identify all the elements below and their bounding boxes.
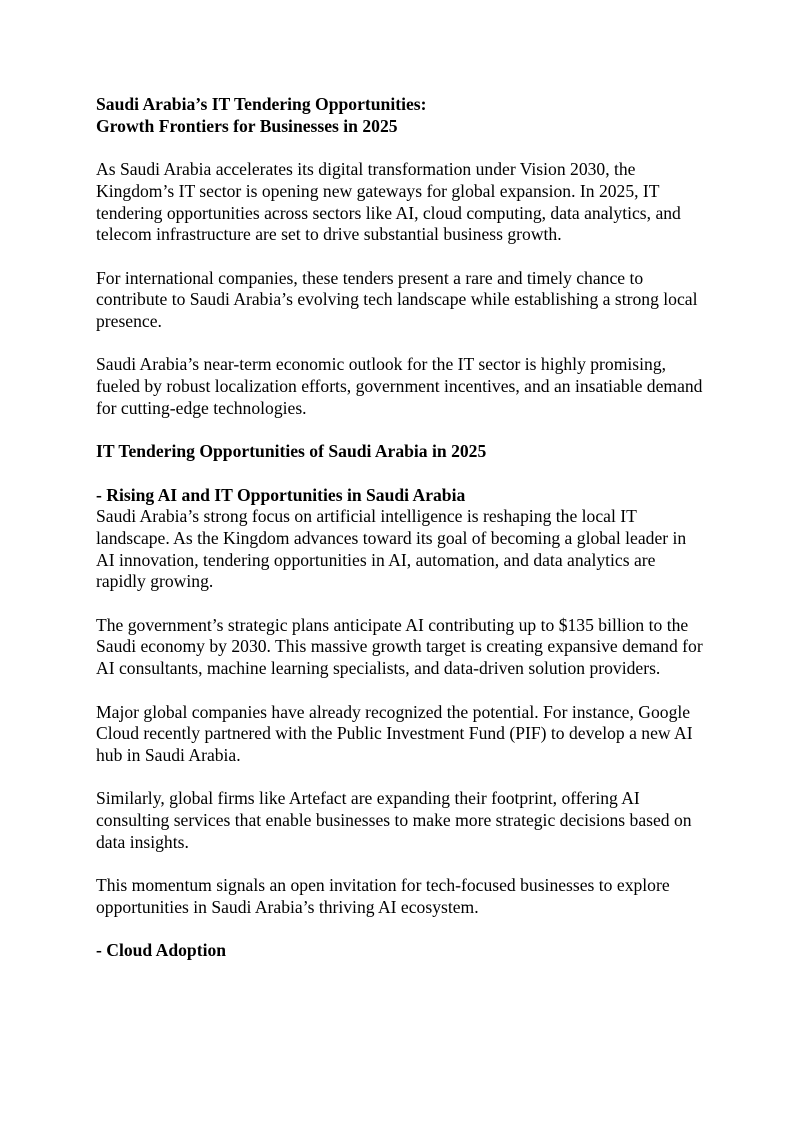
document-page: [96, 94, 706, 962]
document-title: [96, 94, 706, 137]
intro-paragraph-2: For international companies, these tenders present a rare and timely chance to contribute to Saudi Arabia’s evolving tech landscape while establishing a strong local presence.: [96, 267, 698, 331]
subsection-cloud-heading: - Cloud Adoption: [96, 940, 227, 961]
intro-paragraph-3: Saudi Arabia’s near-term economic outlook for the IT sector is highly promising, fueled by robust localization efforts, government incentives, and an insatiable demand for cutting-edge technologies.: [96, 354, 703, 418]
intro-paragraph-1: As Saudi Arabia accelerates its digital transformation under Vision 2030, the Kingdom’s IT sector is opening new gateways for global expansion. In 2025, IT tendering opportunities across sectors like AI, cloud computing, data analytics, and telecom infrastructure are set to drive substantial business growth.: [96, 159, 681, 245]
subsection-ai-heading: - Rising AI and IT Opportunities in Saudi Arabia: [96, 484, 466, 505]
ai-paragraph-2: The government’s strategic plans anticipate AI contributing up to $135 billion to the Saudi economy by 2030. This massive growth target is creating expansive demand for AI consultants, machine learning specialists, and data-driven solution providers.: [96, 614, 703, 679]
ai-paragraph-5: This momentum signals an open invitation for tech-focused businesses to explore opportunities in Saudi Arabia’s thriving AI ecosystem.: [96, 875, 670, 917]
title-line-1: Saudi Arabia’s IT Tendering Opportunities:: [96, 94, 427, 114]
title-line-2: Growth Frontiers for Businesses in 2025: [96, 115, 398, 136]
ai-paragraph-4: Similarly, global firms like Artefact are expanding their footprint, offering AI consulting services that enable businesses to make more strategic decisions based on data insights.: [96, 788, 692, 852]
ai-paragraph-3: Major global companies have already recognized the potential. For instance, Google Cloud recently partnered with the Public Investment Fund (PIF) to develop a new AI hub in Saudi Arabia.: [96, 701, 693, 765]
ai-paragraph-1: Saudi Arabia’s strong focus on artificial intelligence is reshaping the local IT landscape. As the Kingdom advances toward its goal of becoming a global leader in AI innovation, tendering opportunities in AI, automation, and data analytics are rapidly growing.: [96, 506, 687, 592]
section-heading: IT Tendering Opportunities of Saudi Arabia in 2025: [96, 441, 487, 462]
